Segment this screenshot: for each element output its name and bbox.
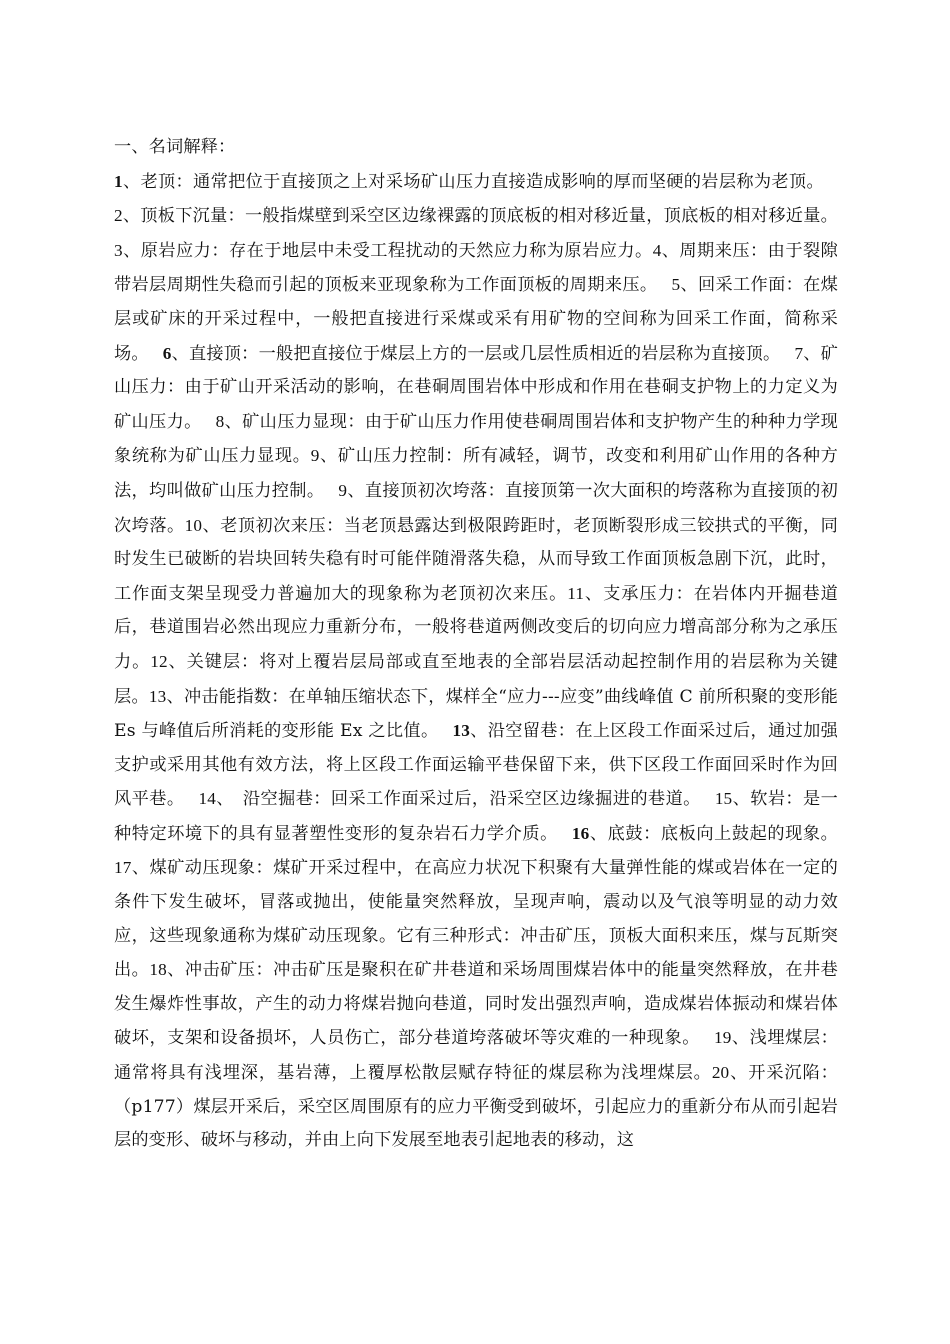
definition-number: 17 [114,858,132,878]
definition-text: 、浅埋煤层：通常将具有浅埋深，基岩薄，上覆厚松散层赋存特征的煤层称为浅埋煤层。 [114,1028,839,1084]
definition-text: 、冲击能指数：在单轴压缩状态下，煤样全“应力---应变”曲线峰值 C 前所积聚的变形能 Es 与峰值后所消耗的变形能 Ex 之比值。 [114,686,838,742]
definition-text: 、矿山压力显现：由于矿山压力作用使巷硐周围岩体和支护物产生的种种力学现象统称为矿山压力显现。 [114,411,838,467]
definition-item [114,241,653,261]
definition-text: 、关键层：将对上覆岩层局部或直至地表的全部岩层活动起控制作用的岩层称为关键层。 [114,651,838,707]
definition-number: 2 [114,206,123,226]
definition-text: 、原岩应力：存在于地层中未受工程扰动的天然应力称为原岩应力。 [122,240,653,261]
definition-text: 、冲击矿压：冲击矿压是聚积在矿井巷道和采场周围煤岩体中的能量突然释放，在井巷发生爆炸性事故，产生的动力将煤岩抛向巷道，同时发出强烈声响，造成煤岩体振动和煤岩体破坏，支架和设备损坏，人员伤亡，部分巷道垮落破坏等灾难的一种现象。 [114,960,838,1049]
definition-text: 、回采工作面：在煤层或矿床的开采过程中，一般把直接进行采煤或采有用矿物的空间称为回采工作面，简称采场。 [114,275,838,364]
definition-number: 7 [794,343,804,363]
definition-text: 、软岩：是一种特定环境下的具有显著塑性变形的复杂岩石力学介质。 [114,789,838,844]
definition-number: 20 [711,1063,730,1083]
section-heading: 一、名词解释： [114,137,236,157]
definition-text: 、周期来压：由于裂隙带岩层周期性失稳而引起的顶板来亚现象称为工作面顶板的周期来压。 [114,240,838,296]
definition-number: 9 [310,446,320,466]
definition-item [163,344,781,364]
definition-number: 11 [567,583,585,603]
definition-text: 、老顶：通常把位于直接顶之上对采场矿山压力直接造成影响的厚而坚硬的岩层称为老顶。 [122,171,824,192]
definition-number: 5 [671,275,681,295]
definition-number: 16 [571,823,590,843]
definition-item [572,824,838,844]
definition-item [114,206,838,226]
definition-item [114,172,824,192]
definition-text: 、矿山压力控制：所有减轻，调节，改变和利用矿山作用的各种方法，均叫做矿山压力控制。 [114,446,839,501]
definition-number: 15 [714,789,733,809]
definition-text: 、老顶初次来压：当老顶悬露达到极限跨距时，老顶断裂形成三铰拱式的平衡，同时发生已破断的岩块回转失稳有时可能伴随滑落失稳，从而导致工作面顶板急剧下沉，此时，工作面支架呈现受力普遍加大的现象称为老顶初次来压。 [114,515,838,604]
definition-number: 1 [114,171,123,191]
definition-text: 、沿空留巷：在上区段工作面采过后，通过加强支护或采用其他有效方法，将上区段工作面运输平巷保留下来，供下区段工作面回采时作为回风平巷。 [114,721,838,810]
definition-number: 19 [713,1028,732,1048]
definition-number: 9 [338,480,348,500]
definition-number: 3 [114,240,123,260]
definition-number: 13 [452,721,470,741]
definition-text: 、直接顶初次垮落：直接顶第一次大面积的垮落称为直接顶的初次垮落。 [114,480,838,536]
definition-text: 、顶板下沉量：一般指煤壁到采空区边缘裸露的顶底板的相对移近量，顶底板的相对移近量。 [122,206,838,227]
definition-text: 、支承压力：在岩体内开掘巷道后，巷道围岩必然出现应力重新分布，一般将巷道两侧改变后的切向应力增高部分称为之承压力。 [114,583,838,672]
definition-text: 、矿山压力：由于矿山开采活动的影响，在巷硐周围岩体中形成和作用在巷硐支护物上的力定义为矿山压力。 [114,343,838,432]
definition-number: 8 [215,411,225,431]
definitions-paragraph [114,165,838,1158]
definition-number: 12 [150,651,168,671]
definition-number: 4 [652,240,662,260]
definition-text: 、 沿空掘巷：回采工作面采过后，沿采空区边缘掘进的巷道。 [215,789,701,810]
definition-number: 6 [162,343,172,363]
definition-text: 、煤矿动压现象：煤矿开采过程中，在高应力状况下积聚有大量弹性能的煤或岩体在一定的条件下发生破坏，冒落或抛出，使能量突然释放，呈现声响，震动以及气浪等明显的动力效应，这些现象通称为煤矿动压现象。它有三种形式：冲击矿压，顶板大面积来压，煤与瓦斯突出。 [114,858,838,981]
definition-text: 、底鼓：底板向上鼓起的现象。 [589,823,838,844]
definition-item [198,789,700,809]
definition-number: 18 [149,960,167,980]
definition-number: 10 [184,515,203,535]
document-body [114,131,838,1158]
definition-text: 、开采沉陷：（p177）煤层开采后，采空区周围原有的应力平衡受到破坏，引起应力的重新分布从而引起岩层的变形、破坏与移动，并由上向下发展至地表引起地表的移动，这 [114,1063,839,1151]
definition-number: 14 [198,789,216,809]
definition-number: 13 [148,686,167,706]
definition-text: 、直接顶：一般把直接位于煤层上方的一层或几层性质相近的岩层称为直接顶。 [171,343,781,364]
